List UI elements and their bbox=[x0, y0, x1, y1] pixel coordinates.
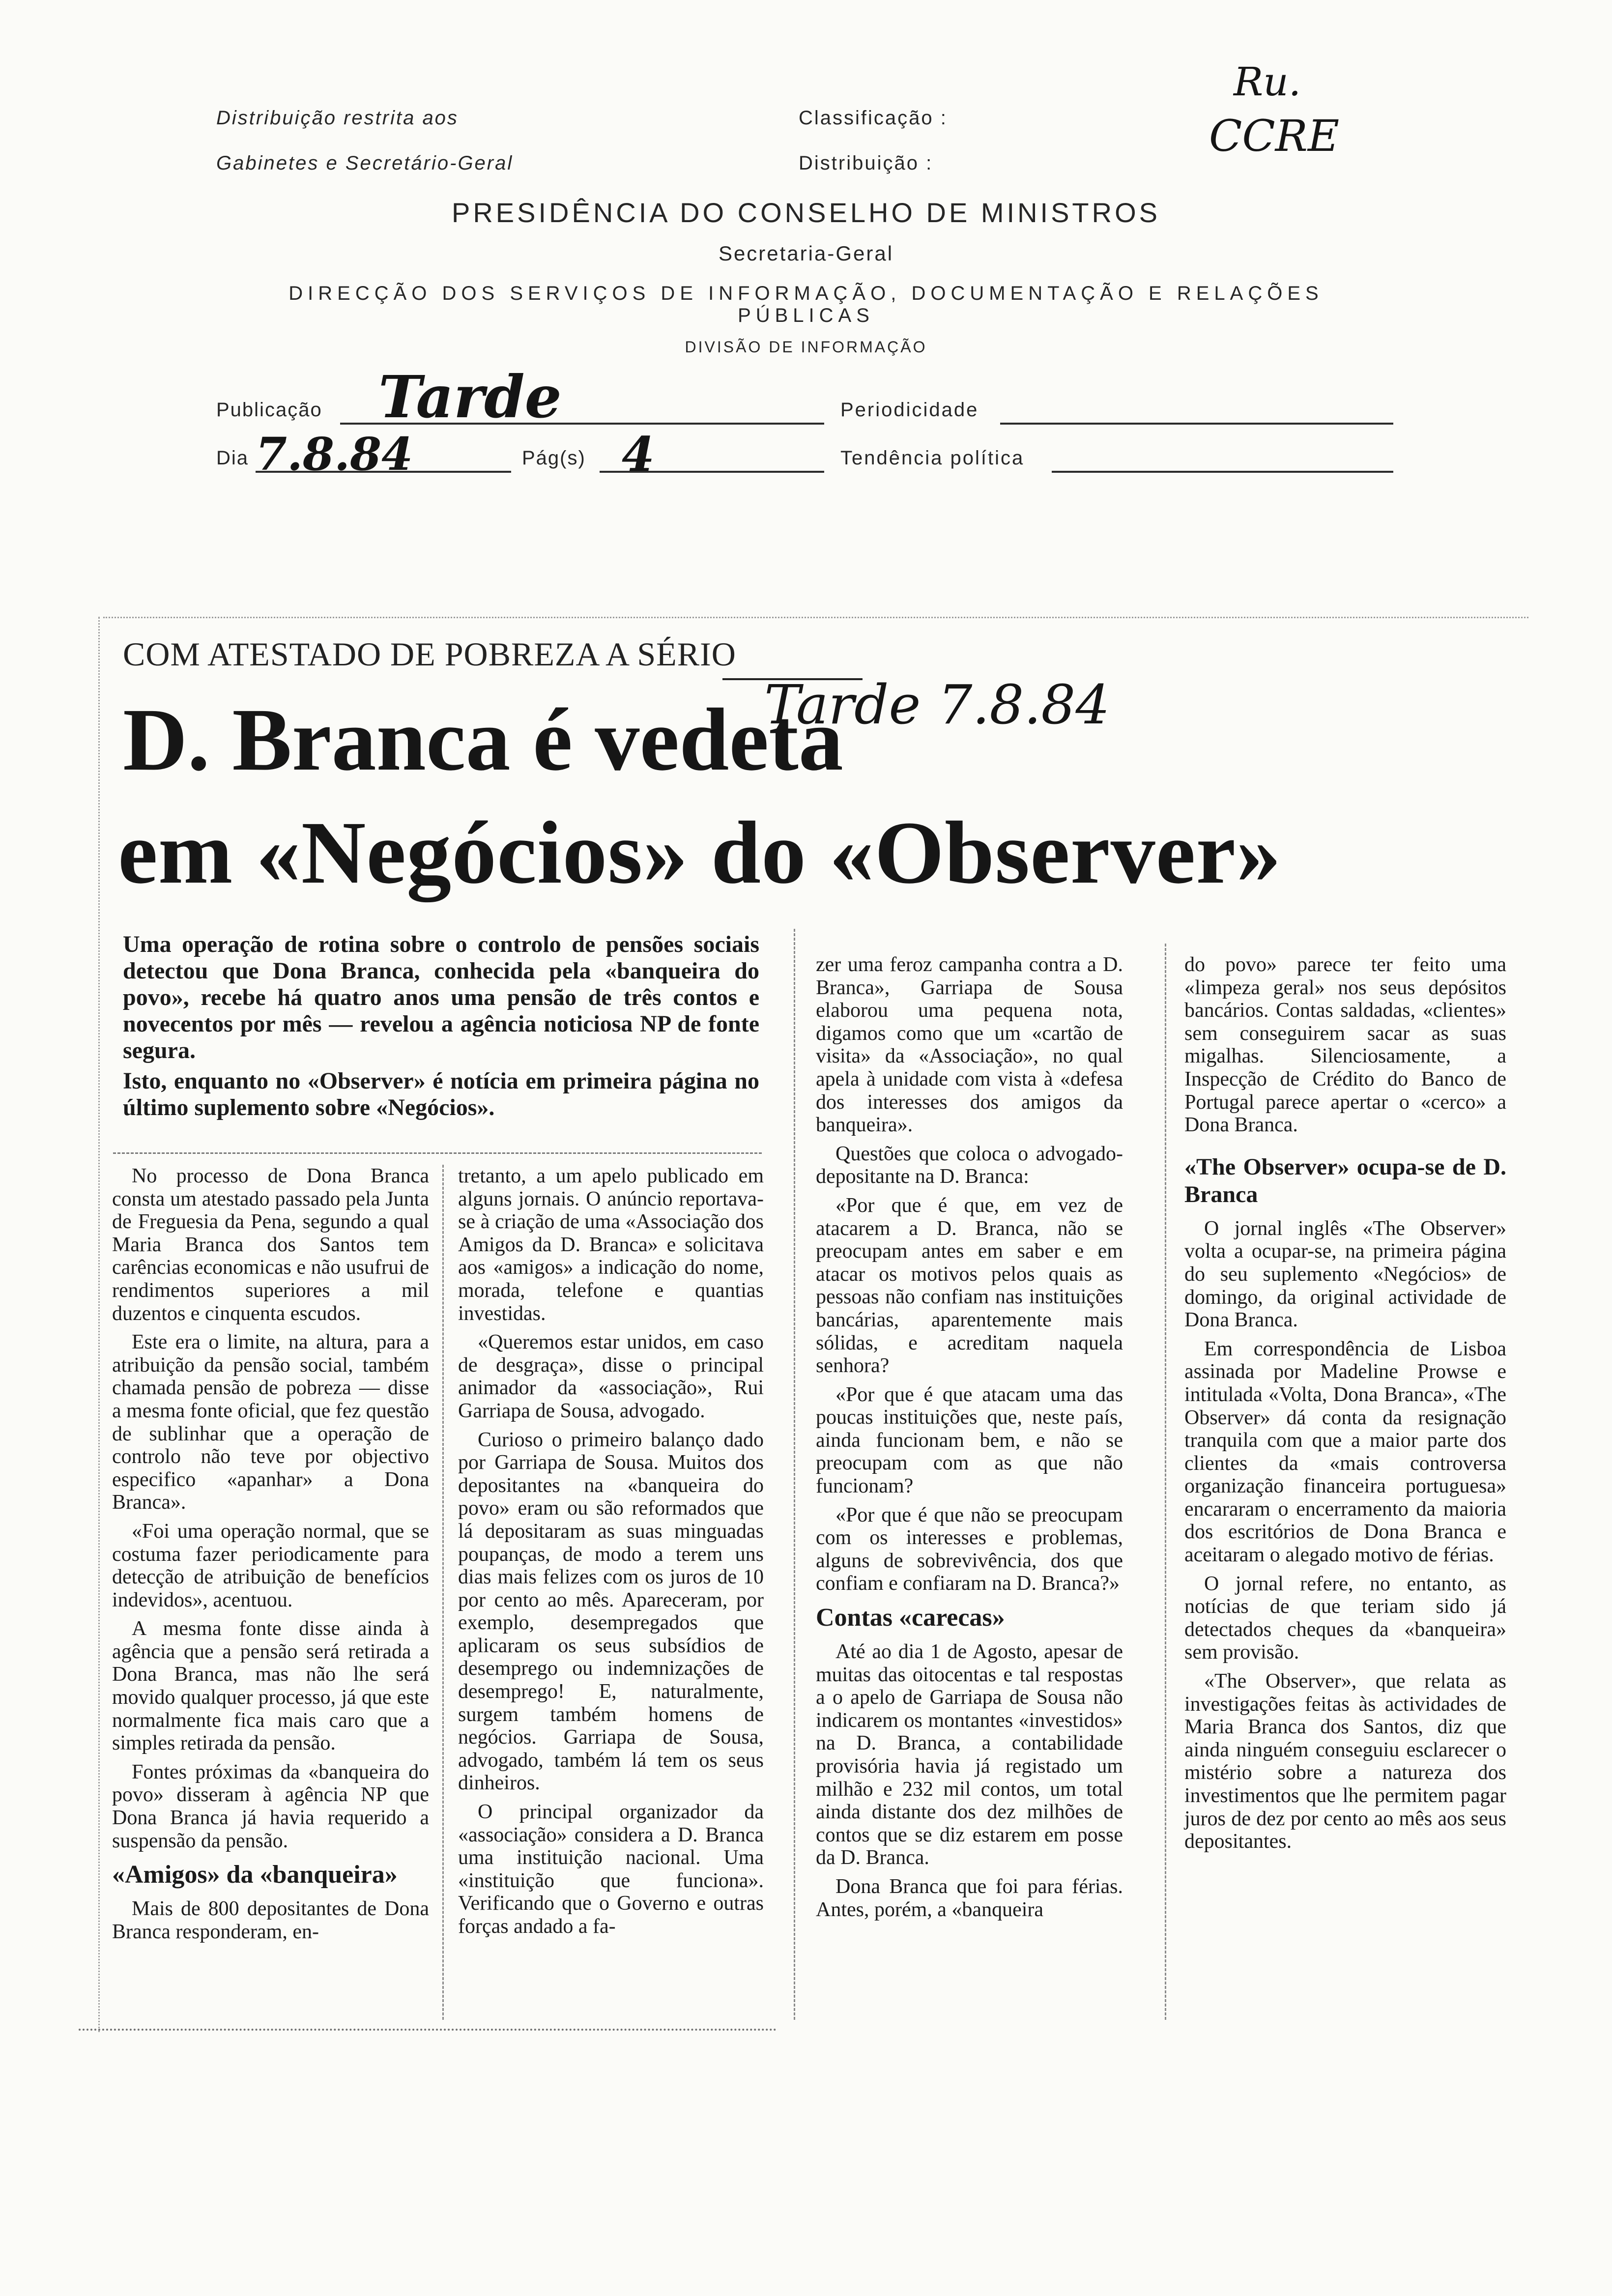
subheading-contas-carecas: Contas «carecas» bbox=[816, 1604, 1005, 1632]
subheading-amigos: «Amigos» da «banqueira» bbox=[112, 1861, 398, 1889]
clipping-left-edge bbox=[98, 617, 100, 2032]
col4-paragraph: «The Observer», que relata as investigações feitas às actividades de Maria Branca dos Santos, diz que ainda ninguém conseguiu esclarecer o mistério sobre a natureza dos investimentos que lhe permitem pagar juros de dez por cento ao mês aos seus depositantes. bbox=[1184, 1670, 1506, 1853]
periodicity-field-line bbox=[1000, 423, 1393, 425]
col3-paragraph: Dona Branca que foi para férias. Antes, porém, a «banqueira bbox=[816, 1875, 1123, 1921]
publication-label: Publicação bbox=[216, 399, 322, 421]
day-label: Dia bbox=[216, 447, 249, 469]
col3-paragraph: «Por que é que atacam uma das poucas instituições que, neste país, ainda funcionam bem, e não se preocupam com as que não funcionam? bbox=[816, 1383, 1123, 1498]
col3-paragraph: «Por que é que, em vez de atacarem a D. Branca, não se preocupam antes em saber e em atacar os motivos pelos quais as pessoas não confiam nas instituições bancárias, aparentemente mais sólidas, e acreditam naquela senhora? bbox=[816, 1194, 1123, 1378]
article-headline-line-1: D. Branca é vedeta bbox=[123, 690, 843, 789]
publication-value: Tarde bbox=[378, 363, 562, 431]
article-column-2 bbox=[458, 1165, 764, 1944]
col2-paragraph: Curioso o primeiro balanço dado por Garriapa de Sousa. Muitos dos depositantes na «banqueira do povo» eram ou são reformados que lá depositaram as suas minguadas poupanças, de modo a terem uns dias mais felizes com os juros de 10 por cento ao mês. Apareceram, por exemplo, desempregados que aplicaram os seus subsídios de desemprego ou indemnizações de desemprego! E, naturalmente, surgem também homens de negócios. Garriapa de Sousa, advogado, também lá tem os seus dinheiros. bbox=[458, 1428, 764, 1795]
political-trend-field-line bbox=[1052, 471, 1393, 473]
col3-paragraph: «Por que é que não se preocupam com os interesses e problemas, alguns de sobrevivência, dos que confiam e confiaram na D. Branca?» bbox=[816, 1503, 1123, 1595]
col2-paragraph: O principal organizador da «associação» considera a D. Branca uma instituição nacional. Uma «instituição que funciona». Verificando que o Governo e outras forças andado a fa- bbox=[458, 1801, 764, 1938]
distribution-line-1: Distribuição restrita aos bbox=[216, 107, 459, 129]
col2-paragraph: tretanto, a um apelo publicado em alguns jornais. O anúncio reportava-se à criação de uma «Associação dos Amigos da D. Branca» e solicitava aos «amigos» a indicação do nome, morada, telefone e quantias investidas. bbox=[458, 1165, 764, 1325]
lead-paragraph-2: Isto, enquanto no «Observer» é notícia em primeira página no último suplemento sobre «Negócios». bbox=[123, 1068, 759, 1120]
col1-paragraph: Fontes próximas da «banqueira do povo» disseram à agência NP que Dona Branca já havia requerido a suspensão da pensão. bbox=[112, 1760, 429, 1852]
page-label: Pág(s) bbox=[522, 447, 586, 469]
col3-paragraph: Questões que coloca o advogado-depositante na D. Branca: bbox=[816, 1142, 1123, 1188]
clipping-top-edge bbox=[103, 617, 1528, 618]
corner-note-1: Ru. bbox=[1234, 59, 1301, 105]
corner-note-2: CCRE bbox=[1209, 111, 1340, 161]
division-line: DIVISÃO DE INFORMAÇÃO bbox=[685, 338, 927, 356]
article-column-3 bbox=[816, 953, 1123, 1927]
article-headline-line-2: em «Negócios» do «Observer» bbox=[118, 804, 1282, 902]
handwritten-date-annotation: Tarde 7.8.84 bbox=[764, 673, 1110, 736]
col1-paragraph: Mais de 800 depositantes de Dona Branca responderam, en- bbox=[112, 1897, 429, 1943]
article-kicker: COM ATESTADO DE POBREZA A SÉRIO bbox=[123, 635, 736, 673]
col3-paragraph: zer uma feroz campanha contra a D. Branca», Garriapa de Sousa elaborou uma pequena nota, digamos como que um «cartão de visita» da «Associação», no qual apela à unidade com vista à «defesa dos interesses dos amigos da banqueira». bbox=[816, 953, 1123, 1137]
direction-line: DIRECÇÃO DOS SERVIÇOS DE INFORMAÇÃO, DOCUMENTAÇÃO E RELAÇÕES PÚBLICAS bbox=[288, 283, 1324, 326]
political-trend-label: Tendência política bbox=[840, 447, 1025, 469]
clipping-bottom-edge bbox=[79, 2029, 777, 2031]
lead-paragraph-1: Uma operação de rotina sobre o controlo de pensões sociais detectou que Dona Branca, conhecida pela «banqueira do povo», recebe há quatro anos uma pensão de três contos e novecentos por mês — revelou a agência noticiosa NP de fonte segura. bbox=[123, 931, 759, 1063]
col2-paragraph: «Queremos estar unidos, em caso de desgraça», disse o principal animador da «associação», Rui Garriapa de Sousa, advogado. bbox=[458, 1331, 764, 1422]
col4-paragraph: O jornal inglês «The Observer» volta a ocupar-se, na primeira página do seu suplemento «Negócios» de domingo, da original actividade de Dona Branca. bbox=[1184, 1217, 1506, 1332]
article-lead bbox=[123, 931, 759, 1125]
article-column-1 bbox=[112, 1165, 429, 1949]
column-divider-1 bbox=[442, 1165, 444, 2020]
subheading-the-observer: «The Observer» ocupa-se de D. Branca bbox=[1184, 1153, 1506, 1207]
classification-label: Classificação : bbox=[799, 107, 948, 129]
col3-paragraph: Até ao dia 1 de Agosto, apesar de muitas das oitocentas e tal respostas a o apelo de Garriapa de Sousa não indicarem os montantes «investidos» na D. Branca, a contabilidade provisória havia já registado um milhão e 232 mil contos, um total ainda distante dos dez milhões de contos que se diz estarem em posse da D. Branca. bbox=[816, 1640, 1123, 1869]
lead-bottom-rule bbox=[113, 1152, 762, 1154]
col4-paragraph: O jornal refere, no entanto, as notícias de que teriam sido já detectados cheques da «banqueira» sem provisão. bbox=[1184, 1572, 1506, 1664]
day-value: 7.8.84 bbox=[256, 428, 413, 481]
periodicity-label: Periodicidade bbox=[840, 399, 979, 421]
col4-paragraph: Em correspondência de Lisboa assinada por Madeline Prowse e intitulada «Volta, Dona Branca», «The Observer» dá conta da resignação tranquila com que a maior parte dos clientes da «mais controversa organização financeira portuguesa» encararam o encerramento da maioria dos escritórios de Dona Branca e aceitaram o alegado motivo de férias. bbox=[1184, 1337, 1506, 1567]
article-column-4 bbox=[1184, 953, 1506, 1859]
col1-paragraph: «Foi uma operação normal, que se costuma fazer periodicamente para detecção de atribuição de benefícios indevidos», acentuou. bbox=[112, 1520, 429, 1611]
document-subtitle: Secretaria-Geral bbox=[718, 242, 894, 265]
col4-paragraph: do povo» parece ter feito uma «limpeza geral» nos seus depósitos bancários. Contas saldadas, «clientes» sem conseguirem sacar as suas migalhas. Silenciosamente, a Inspecção de Crédito do Banco de Portugal parece apertar o «cerco» a Dona Branca. bbox=[1184, 953, 1506, 1137]
col1-paragraph: A mesma fonte disse ainda à agência que a pensão será retirada a Dona Branca, mas não lhe será movido qualquer processo, já que este normalmente fica mais caro que a simples retirada da pensão. bbox=[112, 1617, 429, 1755]
page-value: 4 bbox=[622, 427, 655, 482]
col1-paragraph: No processo de Dona Branca consta um atestado passado pela Junta de Freguesia da Pena, segundo a qual Maria Branca dos Santos tem carências economicas e não usufrui de rendimentos superiores a mil duzentos e cinquenta escudos. bbox=[112, 1165, 429, 1325]
distribution-line-2: Gabinetes e Secretário-Geral bbox=[216, 152, 514, 174]
column-divider-3 bbox=[1165, 944, 1166, 2020]
col1-paragraph: Este era o limite, na altura, para a atribuição da pensão social, também chamada pensão de pobreza — disse a mesma fonte oficial, que fez questão de sublinhar que a operação de controlo não teve por objectivo especifico «apanhar» a Dona Branca». bbox=[112, 1331, 429, 1514]
document-title: PRESIDÊNCIA DO CONSELHO DE MINISTROS bbox=[452, 197, 1160, 228]
distribution-label: Distribuição : bbox=[799, 152, 933, 174]
column-divider-2 bbox=[794, 929, 795, 2020]
